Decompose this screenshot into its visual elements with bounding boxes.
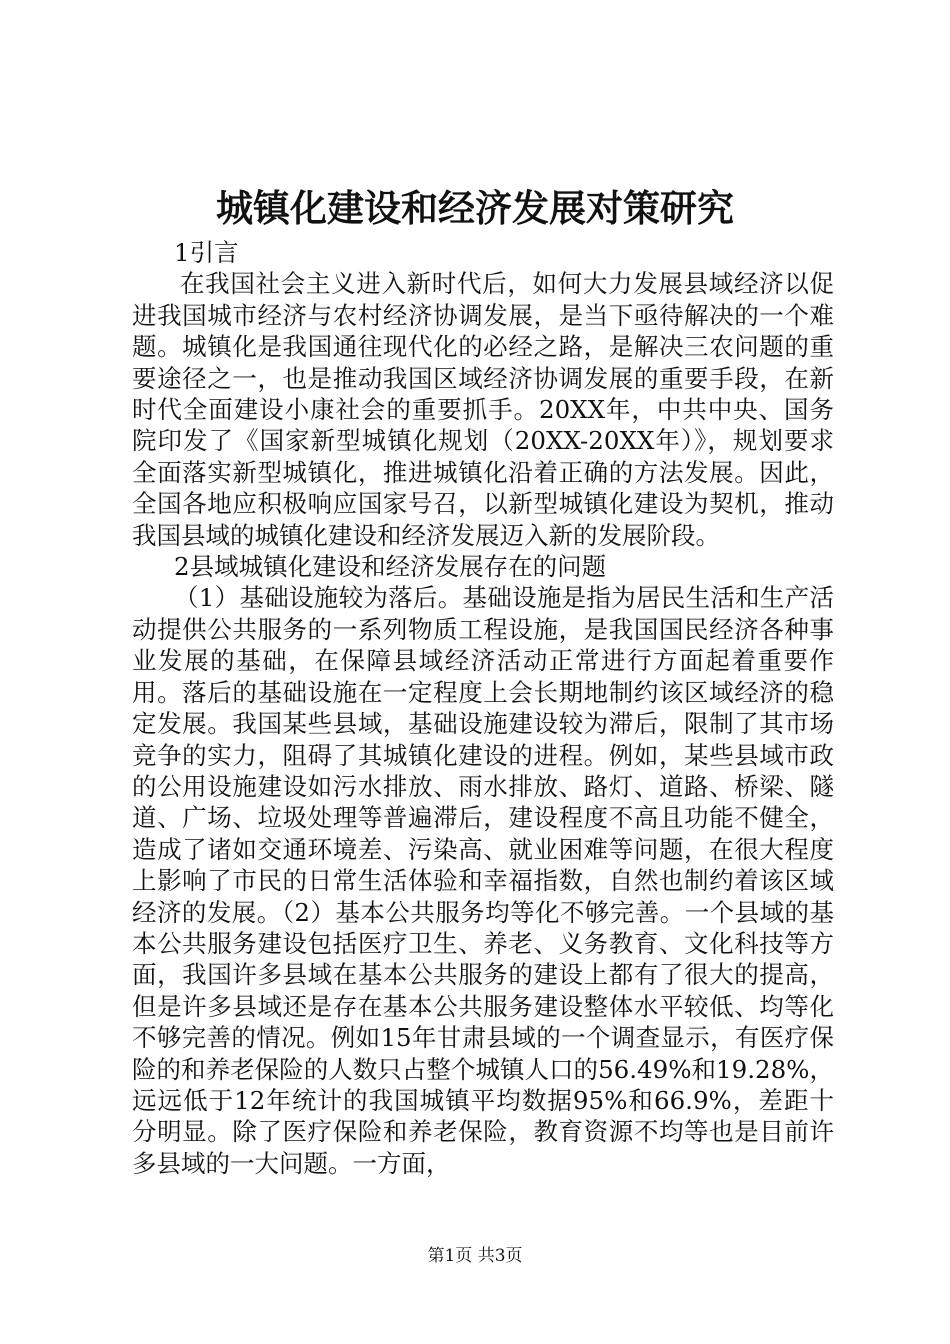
- section-heading-problems: 2县域城镇化建设和经济发展存在的问题: [174, 552, 607, 582]
- paragraph-intro: 在我国社会主义进入新时代后，如何大力发展县域经济以促进我国城市经济与农村经济协调发展，是当下亟待解决的一个难题。城镇化是我国通往现代化的必经之路，是解决三农问题的重要途径之一，也是推动我国区域经济协调发展的重要手段，在新时代全面建设小康社会的重要抓手。20XX年，中共中央、国务院印发了《国家新型城镇化规划（20XX-20XX年）》，规划要求全面落实新型城镇化，推进城镇化沿着正确的方法发展。因此，全国各地应积极响应国家号召，以新型城镇化建设为契机，推动我国县域的城镇化建设和经济发展迈入新的发展阶段。: [132, 269, 834, 550]
- page-number-footer: 第1页 共3页: [427, 1246, 523, 1266]
- document-body: [132, 237, 834, 1179]
- document-title: 城镇化建设和经济发展对策研究: [216, 186, 734, 230]
- section-heading-intro: 1引言: [174, 238, 239, 267]
- paragraph-problems: （1）基础设施较为落后。基础设施是指为居民生活和生产活动提供公共服务的一系列物质工程设施，是我国国民经济各种事业发展的基础，在保障县域经济活动正常进行方面起着重要作用。落后的基础设施在一定程度上会长期地制约该区域经济的稳定发展。我国某些县域，基础设施建设较为滞后，限制了其市场竞争的实力，阻碍了其城镇化建设的进程。例如，某些县域市政的公用设施建设如污水排放、雨水排放、路灯、道路、桥梁、隧道、广场、垃圾处理等普遍滞后，建设程度不高且功能不健全，造成了诸如交通环境差、污染高、就业困难等问题，在很大程度上影响了市民的日常生活体验和幸福指数，自然也制约着该区域经济的发展。（2）基本公共服务均等化不够完善。一个县域的基本公共服务建设包括医疗卫生、养老、义务教育、文化科技等方面，我国许多县域在基本公共服务的建设上都有了很大的提高，但是许多县域还是存在基本公共服务建设整体水平较低、均等化不够完善的情况。例如15年甘肃县域的一个调查显示，有医疗保险的和养老保险的人数只占整个城镇人口的56.49%和19.28%，远远低于12年统计的我国城镇平均数据95%和66.9%，差距十分明显。除了医疗保险和养老保险，教育资源不均等也是目前许多县域的一大问题。一方面，: [132, 583, 834, 1178]
